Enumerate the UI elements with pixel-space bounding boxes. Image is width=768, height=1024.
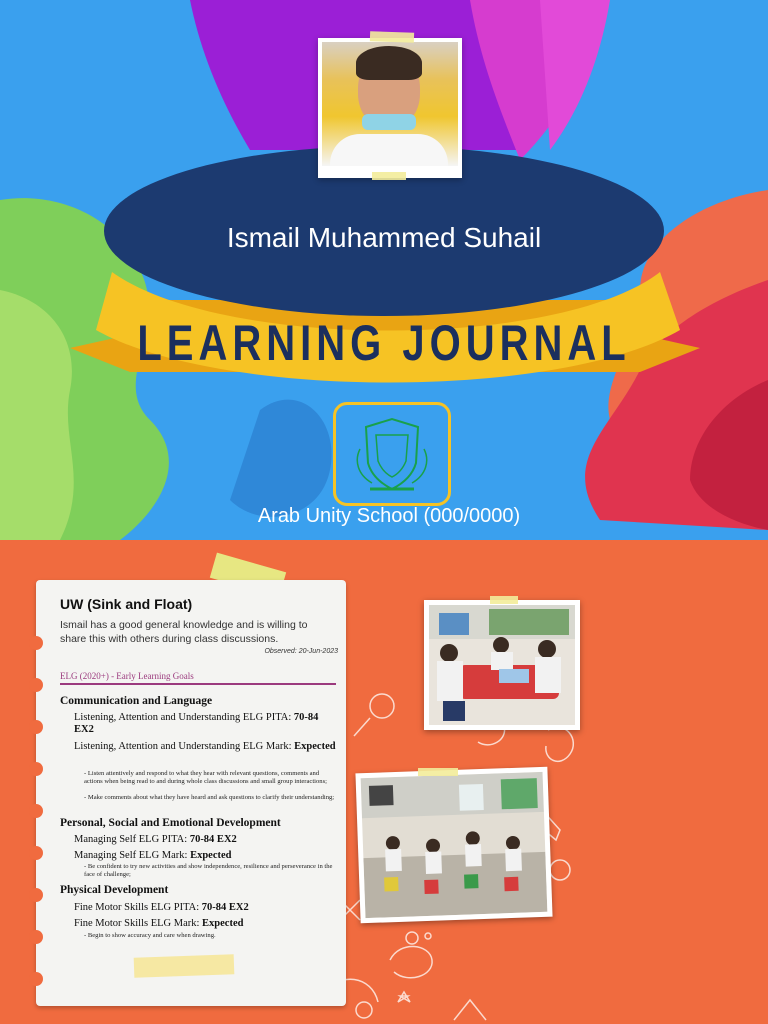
framework-label: ELG (2020+) - Early Learning Goals bbox=[60, 671, 194, 681]
assessment-item: Listening, Attention and Understanding ELG PITA: 70-84 EX2 bbox=[74, 712, 319, 735]
blue-blob bbox=[230, 400, 332, 517]
criteria-bullet: - Begin to show accuracy and care when drawing. bbox=[84, 932, 216, 939]
classroom-scene bbox=[429, 605, 575, 725]
assessment-item: Fine Motor Skills ELG Mark: Expected bbox=[74, 918, 244, 929]
school-name: Arab Unity School (000/0000) bbox=[257, 505, 521, 527]
pink-blob bbox=[540, 0, 610, 150]
framework-divider bbox=[60, 683, 336, 685]
section-title: Personal, Social and Emotional Development bbox=[60, 817, 281, 829]
assessment-item: Listening, Attention and Understanding ELG Mark: Expected bbox=[74, 741, 336, 752]
criteria-bullet: - Be confident to try new activities and show independence, resilience and perseverance in the face of challenge; bbox=[84, 863, 333, 878]
card-tape-bottom bbox=[134, 954, 235, 977]
observation-description: Ismail has a good general knowledge and is willing to share this with others during class discussions. bbox=[60, 619, 308, 645]
journal-title: LEARNING JOURNAL bbox=[137, 316, 631, 372]
student-name: Ismail Muhammed Suhail bbox=[226, 222, 542, 253]
student-photo bbox=[318, 38, 462, 178]
photo1-tape bbox=[490, 596, 518, 604]
observation-card bbox=[36, 580, 346, 1006]
photo-tape-top bbox=[370, 31, 414, 43]
journal-page bbox=[0, 540, 768, 1024]
photo-tape-bottom bbox=[372, 172, 406, 180]
criteria-bullet: - Listen attentively and respond to what they hear with relevant questions, comments and actions when being read to and during whole class discussions and small group interactions; bbox=[84, 770, 328, 785]
photo2-tape bbox=[418, 768, 458, 776]
classroom-photo-1 bbox=[424, 600, 580, 730]
observed-date: Observed: 20-Jun-2023 bbox=[264, 648, 338, 655]
assessment-item: Managing Self ELG Mark: Expected bbox=[74, 850, 232, 861]
student-portrait bbox=[322, 42, 458, 166]
observation-heading: UW (Sink and Float) bbox=[60, 596, 193, 612]
school-logo bbox=[333, 402, 451, 506]
assessment-item: Fine Motor Skills ELG PITA: 70-84 EX2 bbox=[74, 902, 249, 913]
section-title: Physical Development bbox=[60, 884, 169, 896]
classroom-photo-2 bbox=[355, 767, 552, 924]
classroom-scene bbox=[361, 772, 548, 918]
section-title: Communication and Language bbox=[60, 695, 213, 707]
crest-icon bbox=[336, 405, 448, 503]
criteria-bullet: - Make comments about what they have heard and ask questions to clarify their understanding; bbox=[84, 794, 335, 801]
assessment-item: Managing Self ELG PITA: 70-84 EX2 bbox=[74, 834, 237, 845]
